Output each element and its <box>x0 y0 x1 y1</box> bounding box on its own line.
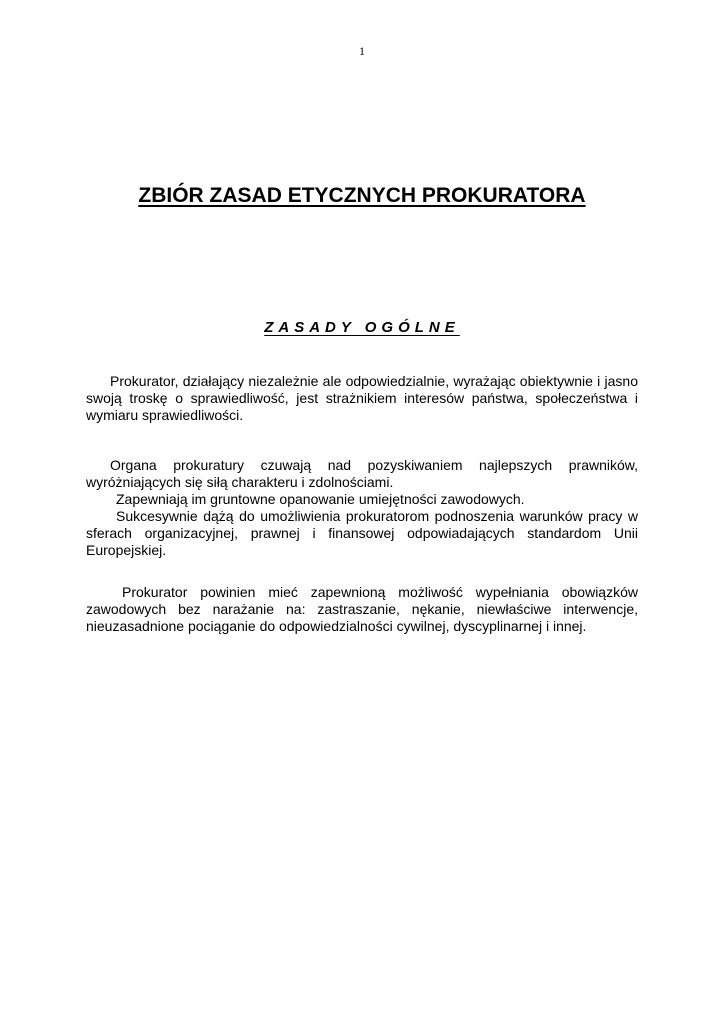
document-title: ZBIÓR ZASAD ETYCZNYCH PROKURATORA <box>138 184 586 207</box>
paragraph-prosecutor-protection: Prokurator powinien mieć zapewnioną możliwość wypełniania obowiązków zawodowych bez narażanie na: zastraszanie, nękanie, niewłaściwe interwencje, nieuzasadnione pociąganie do odpowiedzialności cywilnej, dyscyplinarnej i innej. <box>86 584 638 634</box>
paragraph-block-prosecutor-protection <box>86 584 638 635</box>
paragraph-working-conditions: Sukcesywnie dążą do umożliwienia prokuratorom podnoszenia warunków pracy w sferach organizacyjnej, prawnej i finansowej odpowiadających standardom Unii Europejskiej. <box>86 508 638 558</box>
paragraph-block-prosecution-organs <box>86 457 638 559</box>
section-heading: ZASADY OGÓLNE <box>264 319 460 336</box>
paragraph-professional-skills: Zapewniają im gruntowne opanowanie umiejętności zawodowych. <box>116 491 525 507</box>
paragraph-block-prosecutor-role <box>86 373 638 424</box>
paragraph-prosecution-organs: Organa prokuratury czuwają nad pozyskiwaniem najlepszych prawników, wyróżniających się siłą charakteru i zdolnościami. <box>86 457 638 490</box>
page-number: 1 <box>359 44 365 58</box>
paragraph-prosecutor-role: Prokurator, działający niezależnie ale odpowiedzialnie, wyrażając obiektywnie i jasno swoją troskę o sprawiedliwość, jest strażnikiem interesów państwa, społeczeństwa i wymiaru sprawiedliwości. <box>86 373 638 423</box>
